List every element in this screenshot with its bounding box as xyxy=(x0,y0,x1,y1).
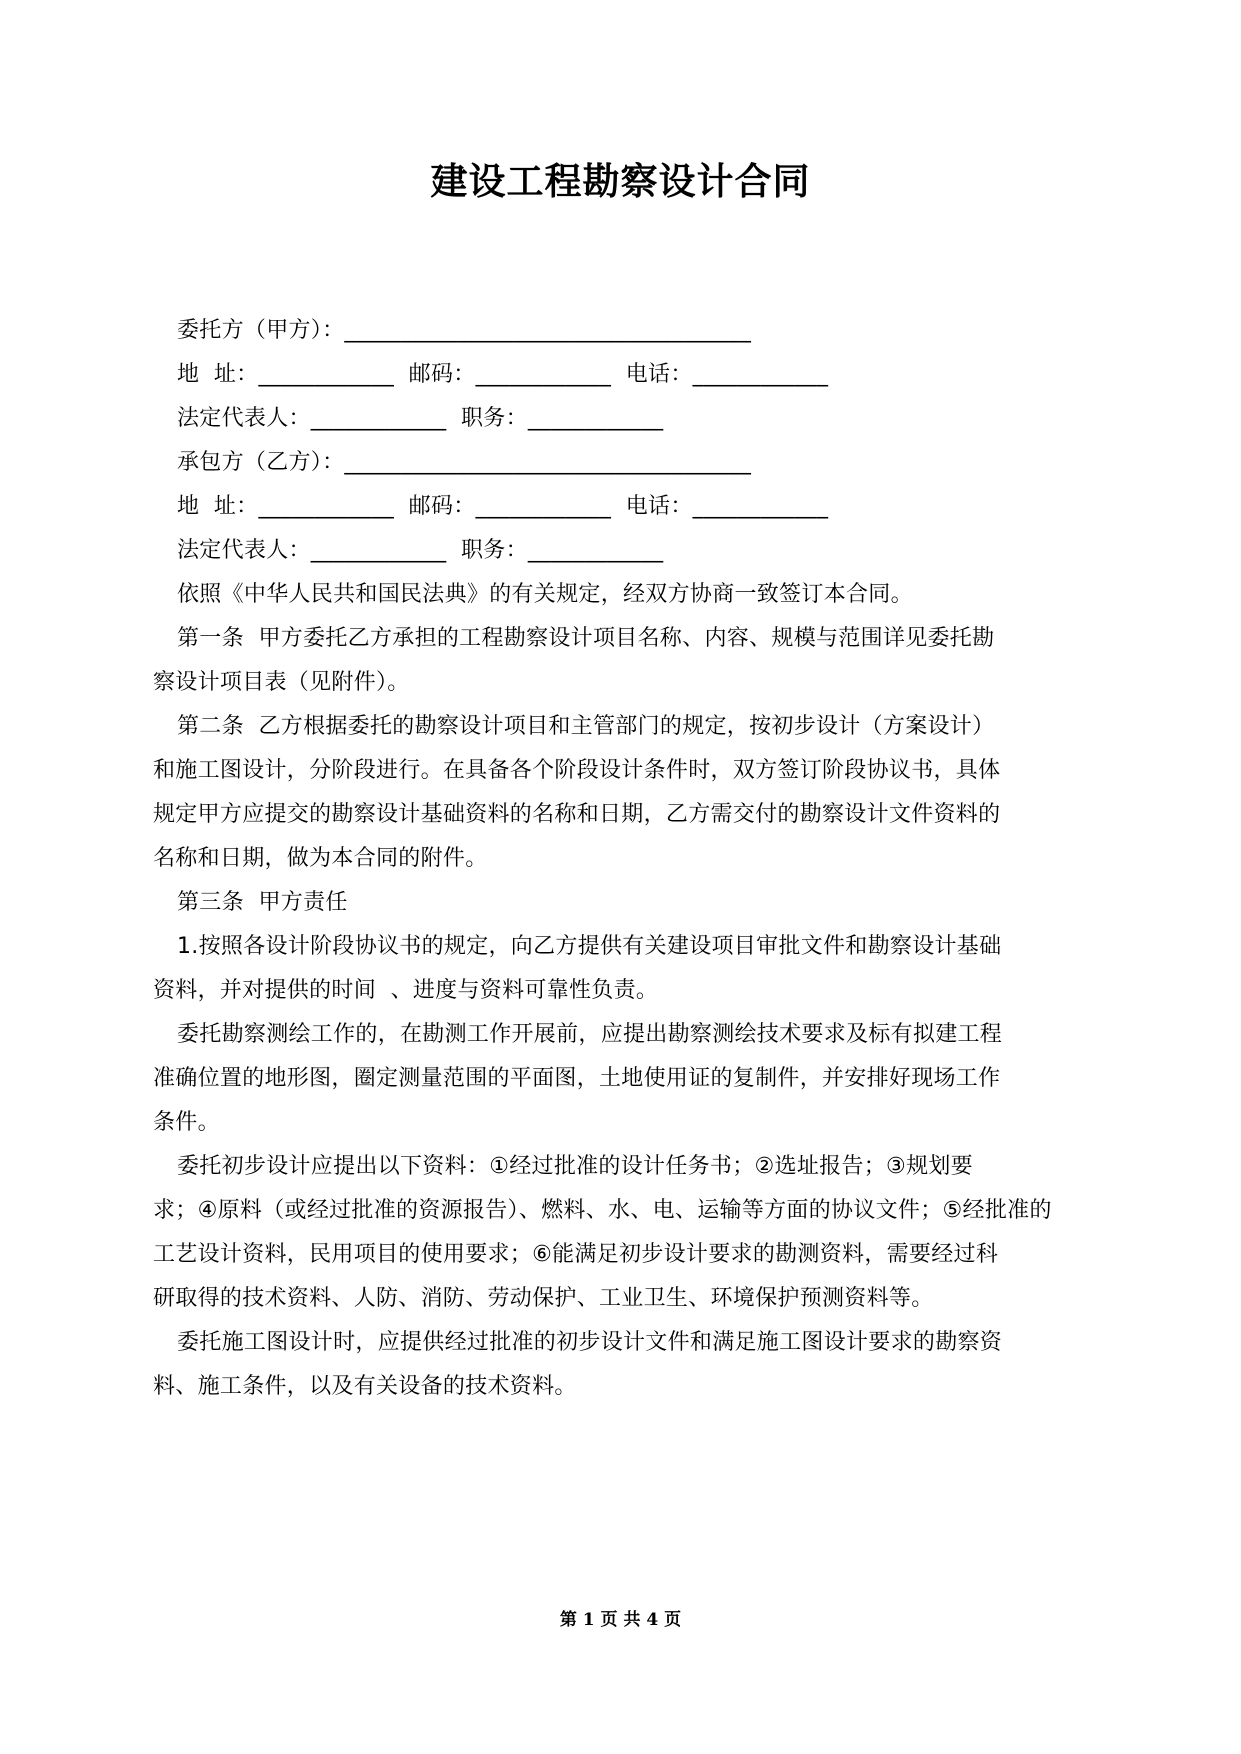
party-a-address-line: 地 址：____________ 邮码：____________ 电话：____________ xyxy=(177,362,829,387)
preliminary-design-line-2: 求；④原料（或经过批准的资源报告）、燃料、水、电、运输等方面的协议文件；⑤经批准的 xyxy=(153,1198,1052,1223)
party-b-address-line: 地 址：____________ 邮码：____________ 电话：____________ xyxy=(177,494,829,519)
party-a-representative-line: 法定代表人：____________ 职务：____________ xyxy=(177,406,664,431)
article-1-line-2: 察设计项目表（见附件）。 xyxy=(153,670,410,695)
preliminary-design-line-1: 委托初步设计应提出以下资料：①经过批准的设计任务书；②选址报告；③规划要 xyxy=(177,1154,973,1179)
article-3-heading: 第三条 甲方责任 xyxy=(177,890,348,915)
article-3-item-1-line-2: 资料，并对提供的时间 、进度与资料可靠性负责。 xyxy=(153,978,659,1003)
construction-drawing-line-2: 料、施工条件，以及有关设备的技术资料。 xyxy=(153,1374,577,1399)
article-2-line-4: 名称和日期，做为本合同的附件。 xyxy=(153,846,488,871)
survey-paragraph-line-3: 条件。 xyxy=(153,1110,220,1135)
document-title: 建设工程勘察设计合同 xyxy=(430,160,811,203)
party-b-representative-line: 法定代表人：____________ 职务：____________ xyxy=(177,538,664,563)
page-footer: 第 1 页 共 4 页 xyxy=(559,1610,682,1630)
preliminary-design-line-4: 研取得的技术资料、人防、消防、劳动保护、工业卫生、环境保护预测资料等。 xyxy=(153,1286,934,1311)
article-2-line-3: 规定甲方应提交的勘察设计基础资料的名称和日期，乙方需交付的勘察设计文件资料的 xyxy=(153,802,1001,827)
survey-paragraph-line-2: 准确位置的地形图，圈定测量范围的平面图，土地使用证的复制件，并安排好现场工作 xyxy=(153,1066,1001,1091)
party-b-name-line: 承包方（乙方）：____________________________________ xyxy=(177,450,752,475)
party-a-name-line: 委托方（甲方）：____________________________________ xyxy=(177,318,752,343)
article-2-line-1: 第二条 乙方根据委托的勘察设计项目和主管部门的规定，按初步设计（方案设计） xyxy=(177,714,995,739)
article-2-line-2: 和施工图设计，分阶段进行。在具备各个阶段设计条件时，双方签订阶段协议书，具体 xyxy=(153,758,1001,783)
preamble-line: 依照《中华人民共和国民法典》的有关规定，经双方协商一致签订本合同。 xyxy=(177,582,913,607)
survey-paragraph-line-1: 委托勘察测绘工作的，在勘测工作开展前，应提出勘察测绘技术要求及标有拟建工程 xyxy=(177,1022,1003,1047)
preliminary-design-line-3: 工艺设计资料，民用项目的使用要求；⑥能满足初步设计要求的勘测资料，需要经过科 xyxy=(153,1242,999,1267)
article-1-line-1: 第一条 甲方委托乙方承担的工程勘察设计项目名称、内容、规模与范围详见委托勘 xyxy=(177,626,995,651)
article-3-item-1-line-1: 1.按照各设计阶段协议书的规定，向乙方提供有关建设项目审批文件和勘察设计基础 xyxy=(177,934,1002,959)
construction-drawing-line-1: 委托施工图设计时，应提供经过批准的初步设计文件和满足施工图设计要求的勘察资 xyxy=(177,1330,1003,1355)
